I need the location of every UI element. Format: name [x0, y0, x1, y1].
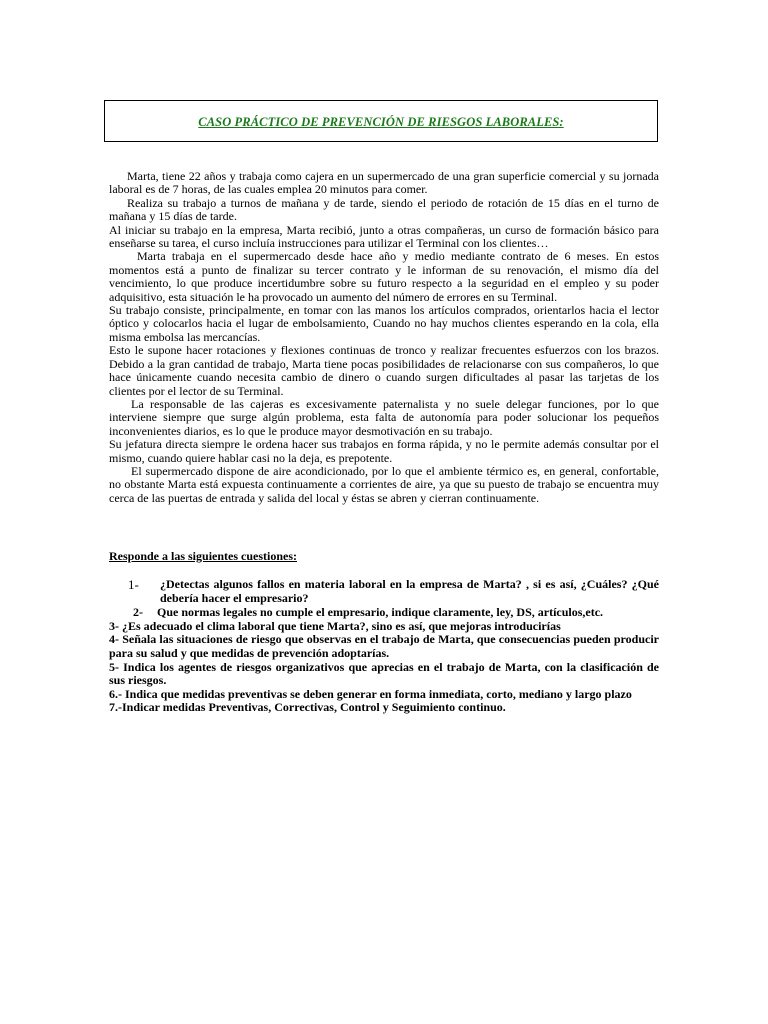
question-4: 4- Señala las situaciones de riesgo que observas en el trabajo de Marta, que consecuencias pueden producir para su salud y que medidas de prevención adoptarías. [109, 632, 659, 660]
paragraph-4: Marta trabaja en el supermercado desde hace año y medio mediante contrato de 6 meses. En estos momentos está a punto de finalizar su tercer contrato y le informan de su renovación, el mismo día del vencimiento, lo que produce incertidumbre sobre su futuro respecto a la seguridad en el empleo y su poder adquisitivo, esta situación le ha provocado un aumento del número de errores en su Terminal. [109, 249, 659, 304]
paragraph-5: Su trabajo consiste, principalmente, en tomar con las manos los artículos comprados, orientarlos hacia el lector óptico y colocarlos hacia el lugar de embolsamiento, Cuando no hay muchos clientes esperando en la cola, ella misma embolsa las mercancías. [109, 303, 659, 344]
question-7: 7.-Indicar medidas Preventivas, Correctivas, Control y Seguimiento continuo. [109, 700, 506, 715]
question-2 [133, 606, 659, 620]
question-3: 3- ¿Es adecuado el clima laboral que tiene Marta?, sino es así, que mejoras introducirías [109, 618, 561, 633]
question-1-number: 1- [128, 577, 139, 592]
questions-heading: Responde a las siguientes cuestiones: [109, 549, 298, 563]
question-6: 6.- Indica que medidas preventivas se deben generar en forma inmediata, corto, mediano y largo plazo [109, 686, 632, 701]
paragraph-1: Marta, tiene 22 años y trabaja como cajera en un supermercado de una gran superficie comercial y su jornada laboral es de 7 horas, de las cuales emplea 20 minutos para comer. [109, 169, 659, 197]
question-1-text: ¿Detectas algunos fallos en materia laboral en la empresa de Marta? , si es así, ¿Cuáles? ¿Qué debería hacer el empresario? [160, 577, 659, 605]
document-title: CASO PRÁCTICO DE PREVENCIÓN DE RIESGOS LABORALES: [198, 115, 564, 129]
question-1 [128, 578, 659, 605]
paragraph-2: Realiza su trabajo a turnos de mañana y de tarde, siendo el periodo de rotación de 15 días en el turno de mañana y 15 días de tarde. [109, 195, 659, 224]
question-5: 5- Indica los agentes de riesgos organizativos que aprecias en el trabajo de Marta, con la clasificación de sus riesgos. [109, 659, 659, 688]
question-2-number: 2- [133, 605, 143, 620]
paragraph-6: Esto le supone hacer rotaciones y flexiones continuas de tronco y realizar frecuentes esfuerzos con los brazos. Debido a la gran cantidad de trabajo, Marta tiene pocas posibilidades de relacionarse con sus compañeros, lo que hace únicamente cuando necesita cambio de dinero o cuando surgen dificultades al pasar las tarjetas de los clientes por el lector de su Terminal. [109, 343, 659, 398]
paragraph-3: Al iniciar su trabajo en la empresa, Marta recibió, junto a otras compañeras, un curso de formación básico para enseñarse su tarea, el curso incluía instrucciones para utilizar el Terminal con los clientes… [109, 222, 659, 251]
paragraph-8: Su jefatura directa siempre le ordena hacer sus trabajos en forma rápida, y no le permite además consultar por el mismo, cuando quiere hablar casi no la deja, es prepotente. [109, 437, 659, 465]
paragraph-9: El supermercado dispone de aire acondicionado, por lo que el ambiente térmico es, en general, confortable, no obstante Marta está expuesta continuamente a corrientes de aire, ya que su puesto de trabajo se encuentra muy cerca de las puertas de entrada y salida del local y éstas se abren y cierran continuamente. [109, 463, 659, 505]
case-description [109, 170, 659, 505]
title-box [104, 100, 658, 142]
paragraph-7: La responsable de las cajeras es excesivamente paternalista y no suele delegar funciones, por lo que interviene siempre que surge algún problema, esta falta de autonomía para poder solucionar los pequeños inconvenientes diarios, es lo que le produce mayor desmotivación en su trabajo. [109, 396, 659, 438]
questions-list [109, 578, 659, 715]
question-2-text: Que normas legales no cumple el empresario, indique claramente, ley, DS, artículos,etc. [157, 605, 604, 620]
